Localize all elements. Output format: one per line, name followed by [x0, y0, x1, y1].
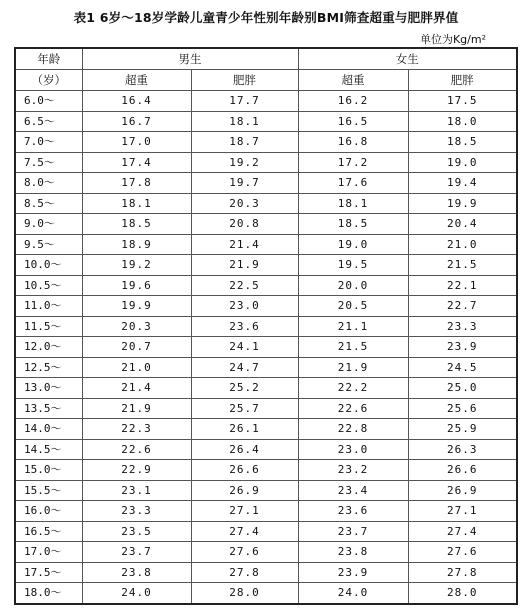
female-obese-cell: 27.1 — [408, 501, 517, 522]
table-row — [15, 398, 517, 419]
male-obese-cell: 25.2 — [191, 378, 298, 399]
male-obese-cell: 23.0 — [191, 296, 298, 317]
male-overweight-cell: 23.1 — [82, 480, 191, 501]
male-obese-cell: 26.6 — [191, 460, 298, 481]
female-obese-cell: 18.5 — [408, 132, 517, 153]
age-cell: 7.0～ — [15, 132, 82, 153]
table-row — [15, 111, 517, 132]
table-row — [15, 439, 517, 460]
age-cell: 16.5～ — [15, 521, 82, 542]
table-row — [15, 234, 517, 255]
unit-label: 单位为Kg/m² — [419, 33, 486, 46]
male-overweight-cell: 16.4 — [82, 91, 191, 112]
female-overweight-cell: 22.8 — [298, 419, 408, 440]
male-overweight-cell: 19.6 — [82, 275, 191, 296]
female-obese-cell: 19.9 — [408, 193, 517, 214]
female-overweight-cell: 16.8 — [298, 132, 408, 153]
male-overweight-cell: 21.9 — [82, 398, 191, 419]
female-overweight-cell: 20.0 — [298, 275, 408, 296]
female-overweight-cell: 23.2 — [298, 460, 408, 481]
male-overweight-cell: 18.1 — [82, 193, 191, 214]
age-cell: 17.0～ — [15, 542, 82, 563]
female-obese-cell: 18.0 — [408, 111, 517, 132]
male-obese-cell: 18.7 — [191, 132, 298, 153]
male-obese-cell: 25.7 — [191, 398, 298, 419]
female-overweight-cell: 19.0 — [298, 234, 408, 255]
male-overweight-cell: 18.9 — [82, 234, 191, 255]
age-cell: 18.0～ — [15, 583, 82, 604]
table-row — [15, 296, 517, 317]
male-overweight-cell: 16.7 — [82, 111, 191, 132]
female-overweight-cell: 17.6 — [298, 173, 408, 194]
male-obese-cell: 26.9 — [191, 480, 298, 501]
male-overweight-cell: 23.3 — [82, 501, 191, 522]
female-overweight-cell: 23.9 — [298, 562, 408, 583]
age-cell: 7.5～ — [15, 152, 82, 173]
age-cell: 13.0～ — [15, 378, 82, 399]
female-overweight-cell: 21.1 — [298, 316, 408, 337]
male-obese-cell: 26.4 — [191, 439, 298, 460]
female-overweight-cell: 19.5 — [298, 255, 408, 276]
female-obese-cell: 26.6 — [408, 460, 517, 481]
female-overweight-cell: 22.2 — [298, 378, 408, 399]
female-overweight-cell: 21.5 — [298, 337, 408, 358]
age-cell: 9.5～ — [15, 234, 82, 255]
age-cell: 8.0～ — [15, 173, 82, 194]
age-cell: 9.0～ — [15, 214, 82, 235]
table-row — [15, 460, 517, 481]
male-obese-cell: 20.3 — [191, 193, 298, 214]
female-obese-cell: 23.3 — [408, 316, 517, 337]
male-header: 男生 — [82, 48, 298, 70]
male-overweight-cell: 24.0 — [82, 583, 191, 604]
age-cell: 10.5～ — [15, 275, 82, 296]
age-cell: 13.5～ — [15, 398, 82, 419]
female-obese-cell: 25.0 — [408, 378, 517, 399]
male-overweight-cell: 17.0 — [82, 132, 191, 153]
male-obese-cell: 21.9 — [191, 255, 298, 276]
age-cell: 16.0～ — [15, 501, 82, 522]
male-overweight-cell: 22.6 — [82, 439, 191, 460]
male-overweight-cell: 20.3 — [82, 316, 191, 337]
header-row-category — [15, 70, 517, 91]
bmi-table — [14, 47, 518, 605]
male-overweight-cell: 23.5 — [82, 521, 191, 542]
male-overweight-cell: 18.5 — [82, 214, 191, 235]
female-obese-cell: 25.6 — [408, 398, 517, 419]
male-obese-cell: 22.5 — [191, 275, 298, 296]
male-obese-header: 肥胖 — [191, 70, 298, 91]
male-overweight-cell: 22.9 — [82, 460, 191, 481]
female-header: 女生 — [298, 48, 517, 70]
table-row — [15, 255, 517, 276]
male-overweight-cell: 19.2 — [82, 255, 191, 276]
page-title: 表1 6岁～18岁学龄儿童青少年性别年龄别BMI筛查超重与肥胖界值 — [73, 10, 459, 25]
male-obese-cell: 17.7 — [191, 91, 298, 112]
age-cell: 14.0～ — [15, 419, 82, 440]
table-row — [15, 173, 517, 194]
female-obese-header: 肥胖 — [408, 70, 517, 91]
female-overweight-cell: 18.1 — [298, 193, 408, 214]
age-cell: 15.0～ — [15, 460, 82, 481]
header-row-group — [15, 48, 517, 70]
table-row — [15, 542, 517, 563]
female-obese-cell: 22.1 — [408, 275, 517, 296]
age-cell: 6.0～ — [15, 91, 82, 112]
age-cell: 10.0～ — [15, 255, 82, 276]
table-row — [15, 357, 517, 378]
female-overweight-cell: 23.4 — [298, 480, 408, 501]
female-obese-cell: 24.5 — [408, 357, 517, 378]
male-overweight-cell: 21.4 — [82, 378, 191, 399]
female-obese-cell: 20.4 — [408, 214, 517, 235]
male-obese-cell: 19.7 — [191, 173, 298, 194]
table-row — [15, 132, 517, 153]
male-obese-cell: 20.8 — [191, 214, 298, 235]
age-header: 年龄 — [15, 48, 82, 70]
female-overweight-cell: 20.5 — [298, 296, 408, 317]
table-row — [15, 214, 517, 235]
table-row — [15, 480, 517, 501]
age-cell: 6.5～ — [15, 111, 82, 132]
male-overweight-cell: 19.9 — [82, 296, 191, 317]
male-obese-cell: 18.1 — [191, 111, 298, 132]
female-obese-cell: 19.0 — [408, 152, 517, 173]
female-obese-cell: 25.9 — [408, 419, 517, 440]
female-overweight-cell: 22.6 — [298, 398, 408, 419]
age-cell: 14.5～ — [15, 439, 82, 460]
female-obese-cell: 28.0 — [408, 583, 517, 604]
table-row — [15, 419, 517, 440]
table-row — [15, 316, 517, 337]
male-overweight-cell: 17.4 — [82, 152, 191, 173]
table-row — [15, 275, 517, 296]
female-obese-cell: 21.0 — [408, 234, 517, 255]
male-overweight-cell: 21.0 — [82, 357, 191, 378]
female-obese-cell: 26.9 — [408, 480, 517, 501]
female-overweight-cell: 17.2 — [298, 152, 408, 173]
female-overweight-cell: 16.2 — [298, 91, 408, 112]
female-overweight-cell: 24.0 — [298, 583, 408, 604]
female-overweight-cell: 23.7 — [298, 521, 408, 542]
table-row — [15, 337, 517, 358]
female-overweight-header: 超重 — [298, 70, 408, 91]
male-obese-cell: 21.4 — [191, 234, 298, 255]
male-obese-cell: 23.6 — [191, 316, 298, 337]
male-obese-cell: 24.7 — [191, 357, 298, 378]
male-overweight-cell: 20.7 — [82, 337, 191, 358]
male-obese-cell: 28.0 — [191, 583, 298, 604]
female-obese-cell: 22.7 — [408, 296, 517, 317]
female-obese-cell: 21.5 — [408, 255, 517, 276]
female-overweight-cell: 23.0 — [298, 439, 408, 460]
female-obese-cell: 27.4 — [408, 521, 517, 542]
table-row — [15, 583, 517, 604]
male-obese-cell: 24.1 — [191, 337, 298, 358]
age-cell: 17.5～ — [15, 562, 82, 583]
table-row — [15, 501, 517, 522]
male-obese-cell: 27.6 — [191, 542, 298, 563]
male-overweight-cell: 23.8 — [82, 562, 191, 583]
female-obese-cell: 26.3 — [408, 439, 517, 460]
table-row — [15, 378, 517, 399]
age-cell: 15.5～ — [15, 480, 82, 501]
female-overweight-cell: 23.8 — [298, 542, 408, 563]
female-obese-cell: 23.9 — [408, 337, 517, 358]
female-overweight-cell: 16.5 — [298, 111, 408, 132]
female-obese-cell: 27.6 — [408, 542, 517, 563]
age-cell: 11.5～ — [15, 316, 82, 337]
age-unit-header: （岁） — [15, 70, 82, 91]
table-row — [15, 193, 517, 214]
male-overweight-cell: 17.8 — [82, 173, 191, 194]
male-overweight-cell: 23.7 — [82, 542, 191, 563]
table-row — [15, 562, 517, 583]
age-cell: 8.5～ — [15, 193, 82, 214]
female-overweight-cell: 23.6 — [298, 501, 408, 522]
female-overweight-cell: 18.5 — [298, 214, 408, 235]
male-overweight-cell: 22.3 — [82, 419, 191, 440]
table-row — [15, 521, 517, 542]
male-obese-cell: 26.1 — [191, 419, 298, 440]
male-obese-cell: 19.2 — [191, 152, 298, 173]
male-overweight-header: 超重 — [82, 70, 191, 91]
female-obese-cell: 19.4 — [408, 173, 517, 194]
age-cell: 11.0～ — [15, 296, 82, 317]
female-obese-cell: 27.8 — [408, 562, 517, 583]
table-row — [15, 91, 517, 112]
age-cell: 12.0～ — [15, 337, 82, 358]
table-row — [15, 152, 517, 173]
female-overweight-cell: 21.9 — [298, 357, 408, 378]
female-obese-cell: 17.5 — [408, 91, 517, 112]
male-obese-cell: 27.8 — [191, 562, 298, 583]
male-obese-cell: 27.1 — [191, 501, 298, 522]
age-cell: 12.5～ — [15, 357, 82, 378]
male-obese-cell: 27.4 — [191, 521, 298, 542]
